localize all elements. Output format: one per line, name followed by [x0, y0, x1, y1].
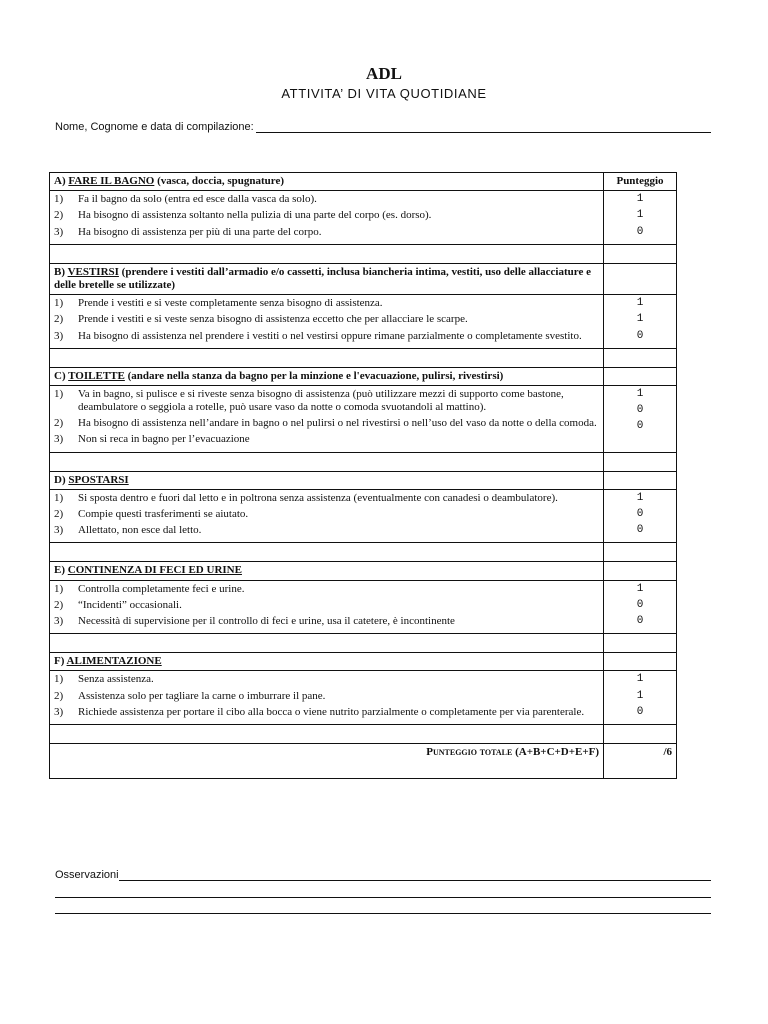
- section-header-row: [50, 471, 677, 489]
- section-items: [50, 671, 604, 725]
- item-text: Controlla completamente feci e urine.: [78, 582, 245, 595]
- section-items-row: [50, 191, 677, 245]
- list-item: [54, 388, 599, 414]
- name-date-blank-line[interactable]: [256, 120, 711, 133]
- item-number: 1): [54, 673, 64, 686]
- item-score: 1: [636, 673, 644, 686]
- spacer-row: [50, 452, 677, 471]
- score-column-cell: [604, 367, 677, 385]
- section-items: [50, 580, 604, 634]
- item-number: 1): [54, 582, 64, 595]
- section-items: [50, 489, 604, 543]
- section-description: (vasca, doccia, spugnature): [157, 175, 285, 187]
- adl-table: [49, 172, 677, 779]
- item-number: 3): [54, 225, 64, 238]
- item-number: 1): [54, 297, 64, 310]
- list-item: [54, 313, 599, 326]
- item-score: 0: [636, 524, 644, 537]
- spacer-cell: [604, 244, 677, 263]
- name-date-field: [55, 120, 711, 133]
- section-scores: [604, 489, 677, 543]
- item-text: Necessità di supervisione per il controllo di feci e urine, usa il catetere, è incontinente: [78, 614, 455, 627]
- list-item: [54, 193, 599, 206]
- total-row: [50, 743, 677, 778]
- score-column-cell: [604, 562, 677, 580]
- spacer-row: [50, 348, 677, 367]
- spacer-cell: [604, 634, 677, 653]
- item-score: 0: [636, 404, 644, 417]
- section-name: CONTINENZA DI FECI ED URINE: [67, 564, 242, 577]
- item-text: Ha bisogno di assistenza nell’andare in bagno o nel pulirsi o nel rivestirsi o nell’uso del vaso da notte o della comoda.: [78, 417, 597, 430]
- item-text: Prende i vestiti e si veste senza bisogno di assistenza eccetto che per allacciare le scarpe.: [78, 313, 468, 326]
- item-score: 1: [636, 491, 644, 504]
- section-header: [50, 263, 604, 294]
- list-item: [54, 706, 599, 719]
- section-items: [50, 295, 604, 349]
- list-item: [54, 226, 599, 239]
- item-text: Va in bagno, si pulisce e si riveste senza bisogno di assistenza (può utilizzare mezzi di supporto come bastone, deambulatore o seggiola a rotelle, può usare vaso da notte o comoda svuotandoli al mattino).: [78, 387, 564, 414]
- spacer-cell: [50, 452, 604, 471]
- section-items: [50, 191, 604, 245]
- section-letter: F): [54, 655, 65, 668]
- list-item: [54, 209, 599, 222]
- section-header: [50, 173, 604, 191]
- section-header-row: [50, 263, 677, 294]
- section-description: (andare nella stanza da bagno per la minzione e l'evacuazione, pulirsi, rivestirsi): [127, 369, 504, 382]
- spacer-cell: [604, 348, 677, 367]
- item-text: Assistenza solo per tagliare la carne o imburrare il pane.: [78, 689, 326, 702]
- spacer-cell: [50, 244, 604, 263]
- spacer-cell: [50, 634, 604, 653]
- section-name: VESTIRSI: [67, 265, 119, 278]
- observations-field: [55, 868, 711, 881]
- spacer-row: [50, 244, 677, 263]
- item-number: 3): [54, 614, 64, 627]
- item-score: 1: [636, 387, 644, 400]
- section-header-row: [50, 653, 677, 671]
- score-column-cell: [604, 471, 677, 489]
- document-title: ADL: [366, 64, 402, 83]
- item-number: 2): [54, 313, 64, 326]
- name-date-label: Nome, Cognome e data di compilazione:: [55, 121, 254, 133]
- item-text: Richiede assistenza per portare il cibo alla bocca o viene nutrito parzialmente o completamente per via parenterale.: [78, 705, 585, 718]
- list-item: [54, 615, 599, 628]
- list-item: [54, 417, 599, 430]
- section-scores: [604, 671, 677, 725]
- total-label-cell: [50, 743, 604, 778]
- section-name: FARE IL BAGNO: [68, 175, 155, 187]
- item-score: 1: [636, 297, 644, 310]
- section-letter: B): [54, 265, 65, 278]
- item-number: 1): [54, 193, 64, 206]
- item-number: 1): [54, 491, 64, 504]
- item-score: 0: [636, 598, 644, 611]
- item-score: 1: [636, 313, 644, 326]
- item-number: 2): [54, 508, 64, 520]
- spacer-cell: [50, 724, 604, 743]
- item-score: 0: [636, 225, 644, 238]
- section-name: SPOSTARSI: [68, 473, 129, 486]
- item-score: 1: [636, 209, 644, 222]
- score-header: Punteggio: [616, 175, 664, 187]
- section-letter: C): [54, 369, 66, 382]
- spacer-cell: [604, 543, 677, 562]
- list-item: [54, 524, 599, 537]
- section-items-row: [50, 385, 677, 452]
- item-number: 2): [54, 209, 64, 222]
- document-subtitle: ATTIVITA’ DI VITA QUOTIDIANE: [281, 86, 487, 101]
- item-text: “Incidenti” occasionali.: [78, 598, 182, 611]
- section-letter: E): [54, 564, 65, 577]
- observations-blank-line-1[interactable]: [119, 868, 711, 881]
- item-text: Prende i vestiti e si veste completamente senza bisogno di assistenza.: [78, 297, 383, 310]
- section-items-row: [50, 671, 677, 725]
- total-formula: (A+B+C+D+E+F): [515, 745, 599, 758]
- section-scores: [604, 385, 677, 452]
- section-items-row: [50, 489, 677, 543]
- section-items: [50, 385, 604, 452]
- section-header-row: [50, 562, 677, 580]
- total-score[interactable]: /6: [604, 743, 677, 778]
- score-column-cell: [604, 263, 677, 294]
- item-score: 0: [636, 705, 644, 718]
- score-column-cell: [604, 653, 677, 671]
- item-score: 1: [636, 193, 644, 206]
- section-scores: [604, 295, 677, 349]
- list-item: [54, 297, 599, 310]
- spacer-cell: [604, 452, 677, 471]
- observations-blank-line-3[interactable]: [55, 913, 711, 914]
- list-item: [54, 433, 599, 446]
- list-item: [54, 690, 599, 703]
- list-item: [54, 330, 599, 343]
- section-description: (prendere i vestiti dall’armadio e/o cassetti, inclusa biancheria intima, vestiti, uso delle allacciature e delle bretelle se utilizzate): [54, 265, 591, 291]
- item-number: 1): [54, 387, 64, 400]
- item-score: 0: [636, 420, 644, 433]
- section-header-row: [50, 367, 677, 385]
- spacer-cell: [604, 724, 677, 743]
- item-text: Non si reca in bagno per l’evacuazione: [78, 433, 250, 446]
- section-items-row: [50, 580, 677, 634]
- observations-label: Osservazioni: [55, 869, 119, 881]
- item-text: Si sposta dentro e fuori dal letto e in poltrona senza assistenza (eventualmente con canadesi o deambulatore).: [78, 491, 558, 504]
- spacer-cell: [50, 543, 604, 562]
- item-number: 3): [54, 524, 64, 537]
- item-number: 2): [54, 598, 64, 611]
- list-item: [54, 673, 599, 686]
- list-item: [54, 583, 599, 596]
- section-items-row: [50, 295, 677, 349]
- item-text: Fa il bagno da solo (entra ed esce dalla vasca da solo).: [78, 193, 317, 206]
- item-number: 2): [54, 417, 64, 430]
- section-header: [50, 471, 604, 489]
- item-score: 1: [636, 689, 644, 702]
- item-score: 0: [636, 329, 644, 342]
- spacer-row: [50, 724, 677, 743]
- section-name: ALIMENTAZIONE: [66, 655, 162, 668]
- list-item: [54, 508, 599, 521]
- item-number: 3): [54, 705, 64, 718]
- list-item: [54, 599, 599, 612]
- section-header-row: [50, 173, 677, 191]
- item-number: 3): [54, 329, 64, 342]
- spacer-row: [50, 543, 677, 562]
- item-text: Ha bisogno di assistenza nel prendere i vestiti o nel vestirsi oppure rimane parzialmente o completamente svestito.: [78, 329, 582, 342]
- total-label: Punteggio totale: [426, 745, 513, 758]
- item-score: 0: [636, 614, 644, 627]
- score-column-cell: [604, 173, 677, 191]
- item-score: 0: [636, 508, 644, 520]
- section-header: [50, 562, 604, 580]
- item-score: 1: [636, 582, 644, 595]
- spacer-cell: [50, 348, 604, 367]
- section-header: [50, 367, 604, 385]
- section-letter: A): [54, 175, 66, 187]
- item-text: Ha bisogno di assistenza soltanto nella pulizia di una parte del corpo (es. dorso).: [78, 209, 432, 222]
- observations-blank-line-2[interactable]: [55, 897, 711, 898]
- item-number: 3): [54, 433, 64, 446]
- item-text: Compie questi trasferimenti se aiutato.: [78, 508, 249, 520]
- item-text: Senza assistenza.: [78, 673, 154, 686]
- section-scores: [604, 580, 677, 634]
- section-letter: D): [54, 473, 66, 486]
- item-number: 2): [54, 689, 64, 702]
- item-text: Allettato, non esce dal letto.: [78, 524, 202, 537]
- section-header: [50, 653, 604, 671]
- section-scores: [604, 191, 677, 245]
- spacer-row: [50, 634, 677, 653]
- list-item: [54, 492, 599, 505]
- item-text: Ha bisogno di assistenza per più di una parte del corpo.: [78, 225, 322, 238]
- section-name: TOILETTE: [68, 369, 125, 382]
